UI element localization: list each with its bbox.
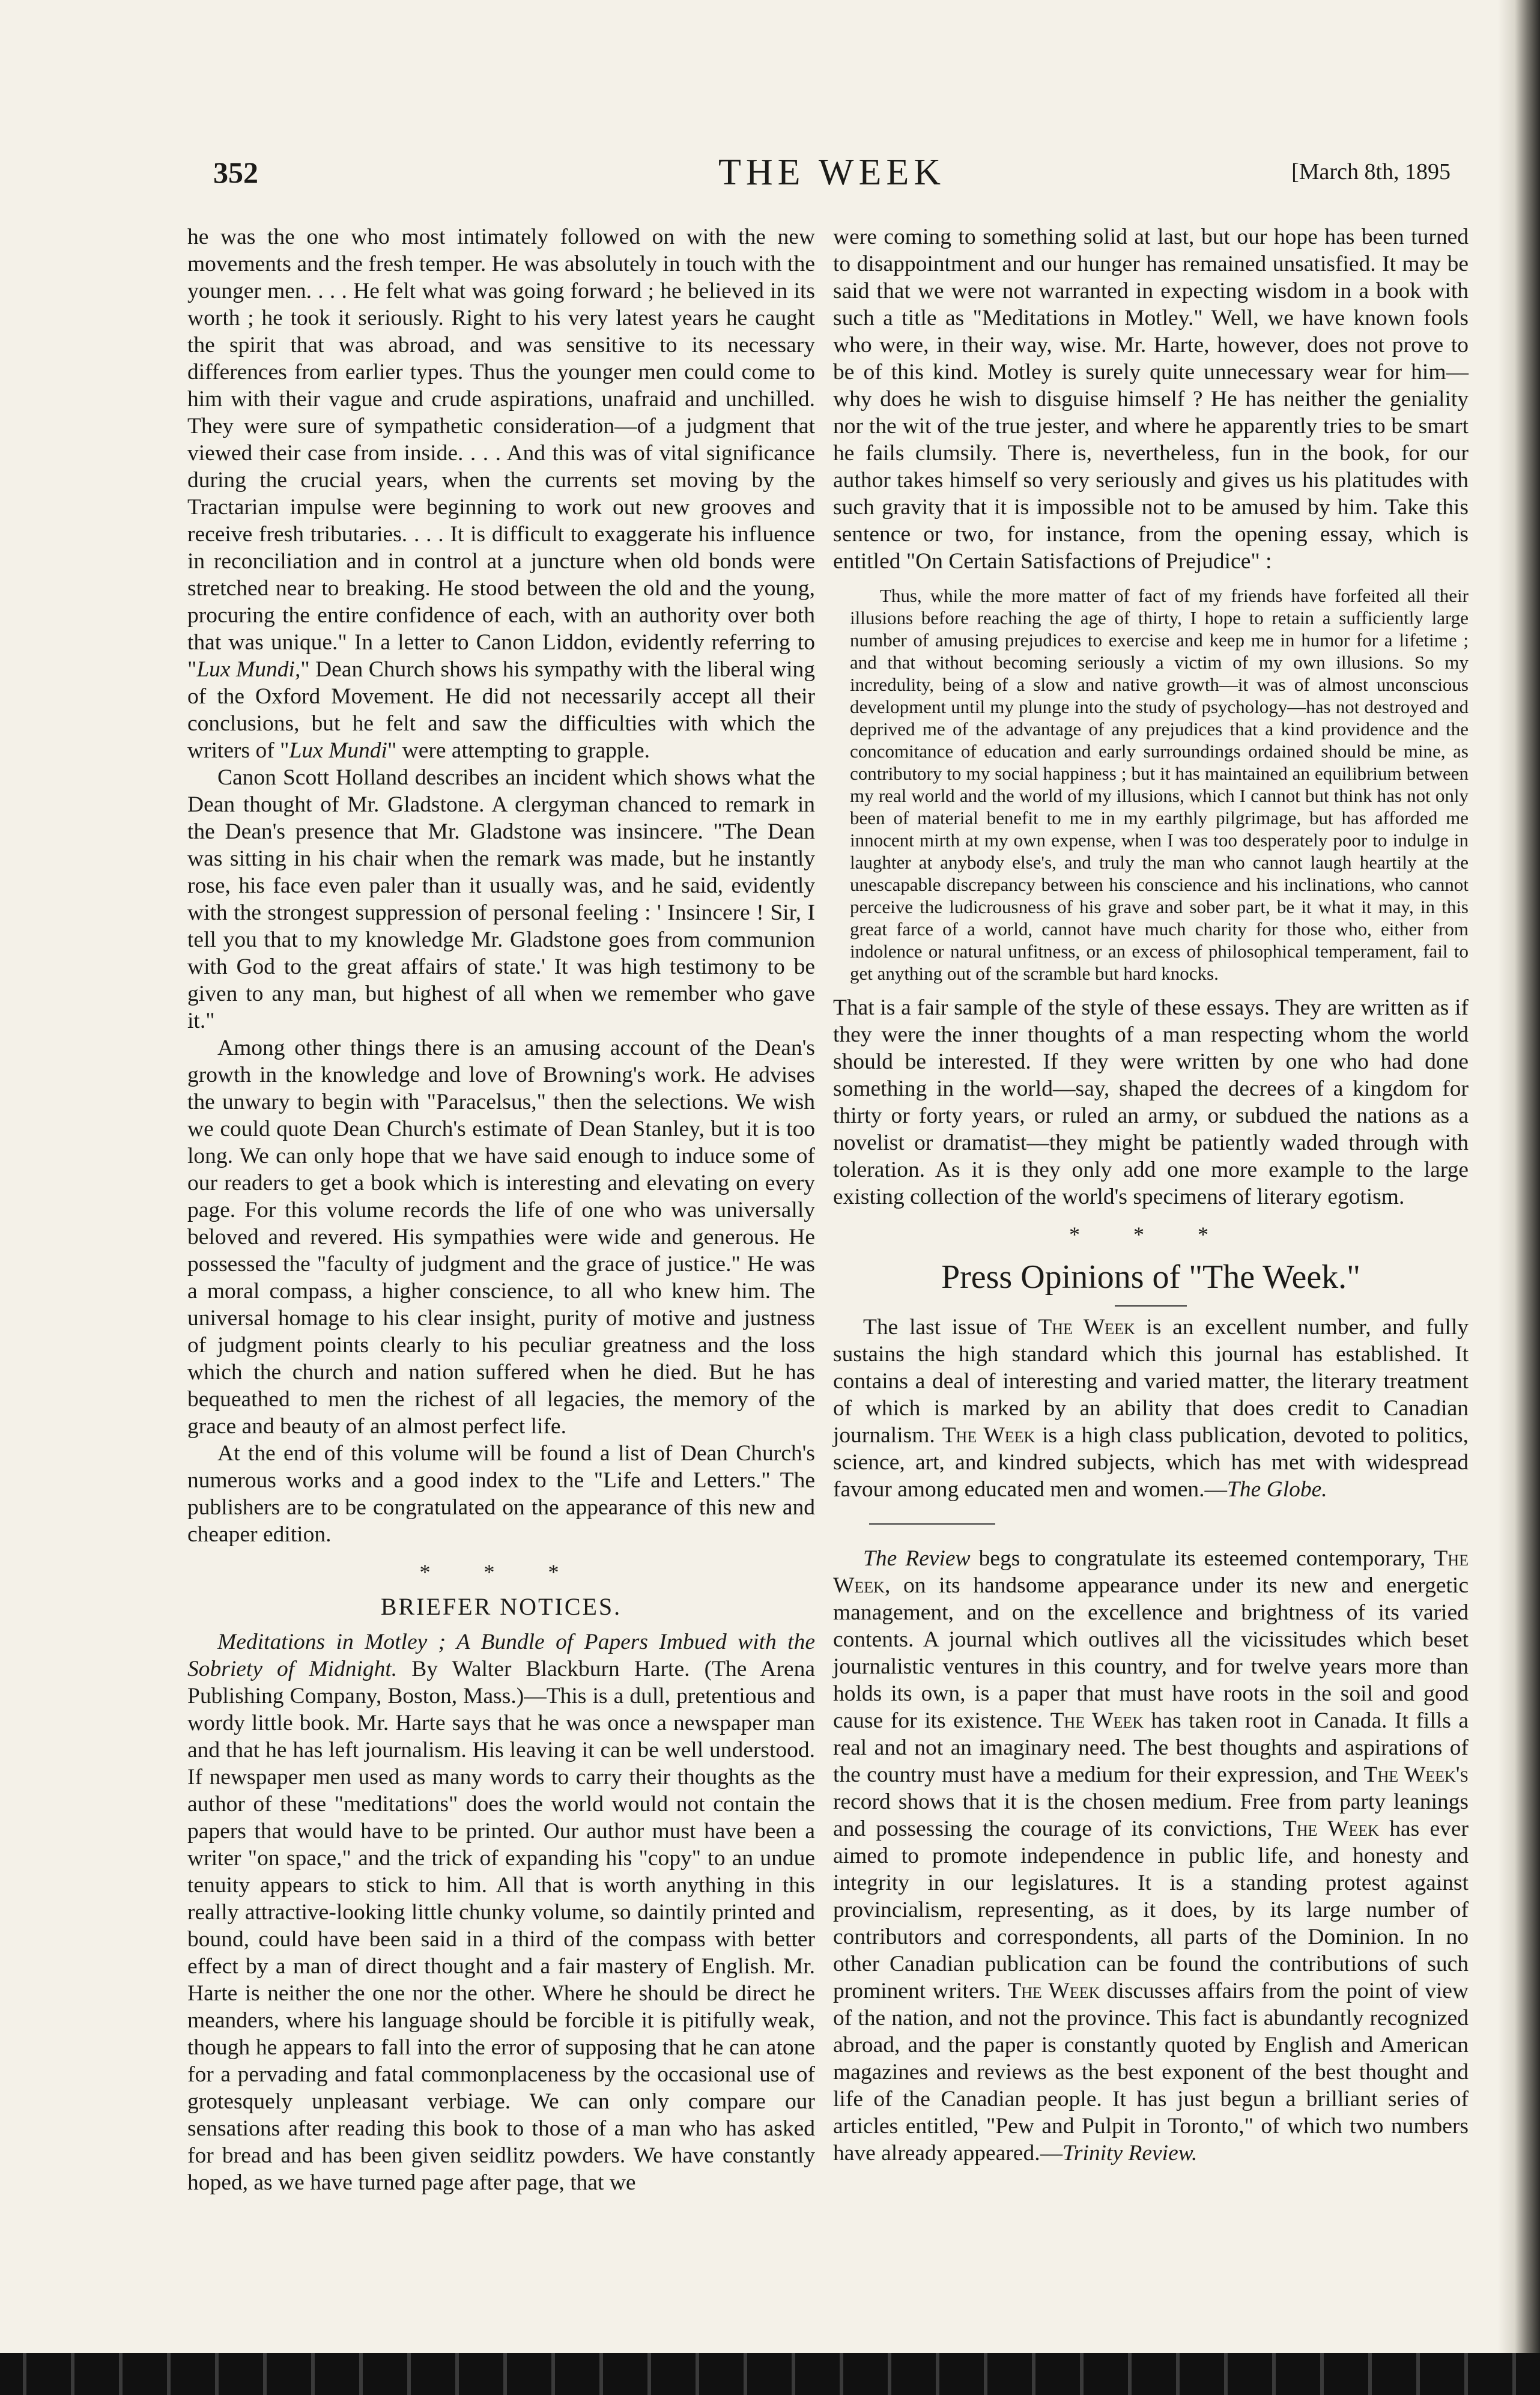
journal-title: THE WEEK — [718, 152, 945, 193]
paragraph: That is a fair sample of the style of these essays. They are written as if they were the inner thoughts of a man respecting whom the world should be interested. If they were written by one who had done something in the world—say, shaped the decrees of a kingdom for thirty or forty years, or ruled an army, or subdued the nations as a novelist or dramatist—they might be patiently waded through with toleration. As it is they only add one more example to the large existing collection of the world's specimens of literary egotism. — [833, 995, 1469, 1209]
paragraph: Canon Scott Holland describes an incident which shows what the Dean thought of Mr. Gladstone. A clergyman chanced to remark in the Dean's presence that Mr. Gladstone was insincere. "The Dean was sitting in his chair when the remark was made, but he instantly rose, his face even paler than it usually was, and he said, evidently with the strongest suppression of personal feeling : ' Insincere ! Sir, I tell you that to my knowledge Mr. Gladstone goes from communion with God to the great affairs of state.' It was high testimony to be given to any man, but highest of all when we remember who gave it." — [187, 765, 815, 1033]
section-heading: BRIEFER NOTICES. — [380, 1593, 622, 1620]
press-opinion-globe: The last issue of The Week is an excellent number, and fully sustains the high standard which this journal has established. It contains a deal of interesting and varied matter, the literary treatment of which is marked by an ability that does credit to Canadian journalism. The Week is a high class publication, devoted to politics, science, art, and kindred subjects, which has met with widespread favour among educated men and women.—The Globe. — [833, 1315, 1469, 1502]
press-opinion-review: The Review begs to congratulate its esteemed contemporary, The Week, on its handsome appearance under its new and energetic management, and on the excellence and brightness of its varied contents. A journal which outlives all the vicissitudes which beset journalistic ventures in this country, and for twelve years more than holds its own, is a paper that must have roots in the soil and good cause for its existence. The Week has taken root in Canada. It fills a real and not an imaginary need. The best thoughts and aspirations of the country must have a medium for their expression, and The Week's record shows that it is the chosen medium. Free from party leanings and possessing the courage of its convictions, The Week has ever aimed to promote independence in public life, and honesty and integrity in our legislatures. It is a standing protest against provincialism, representing, as it does, by its large number of contributors and correspondents, all parts of the Dominion. In no other Canadian publication can be found the contributions of such prominent writers. The Week discusses affairs from the point of view of the nation, and not the province. This fact is abundantly recognized abroad, and the paper is constantly quoted by English and American magazines and reviews as the best exponent of the best thought and life of the Canadian people. It has just begun a brilliant series of articles entitled, "Pew and Pulpit in Toronto," of which two numbers have already appeared.—Trinity Review. — [833, 1546, 1469, 2166]
page-number: 352 — [213, 156, 258, 189]
page-binding-edge — [1498, 0, 1540, 2395]
page-bottom-edge — [0, 2353, 1540, 2395]
section-heading: Press Opinions of "The Week." — [941, 1258, 1361, 1296]
section-divider-stars: * * * — [419, 1560, 583, 1584]
review-paragraph: Meditations in Motley ; A Bundle of Papers Imbued with the Sobriety of Midnight. By Walter Blackburn Harte. (The Arena Publishing Company, Boston, Mass.)—This is a dull, pretentious and wordy little book. Mr. Harte says that he was once a newspaper man and that he has left journalism. His leaving it can be well understood. If newspaper men used as many words to carry their thoughts as the author of these "meditations" does the world would not contain the papers that would have to be printed. Our author must have been a writer "on space," and the trick of expanding his "copy" to an undue tenuity appears to stick to him. All that is worth anything in this really attractive-looking little chunky volume, so daintily printed and bound, could have been said in a third of the compass with better effect by a man of direct thought and a fair mastery of English. Mr. Harte is neither the one nor the other. Where he should be direct he meanders, where his language should be forcible it is pitifully weak, though he appears to fall into the error of supposing that he can atone for a pervading and fatal commonplaceness by the occasional use of grotesquely unpleasant verbiage. We can only compare our sensations after reading this book to those of a man who has asked for bread and has been given seidlitz powders. We have constantly hoped, as we have turned page after page, that we — [187, 1630, 815, 2195]
divider-rule — [1115, 1305, 1187, 1307]
section-divider-stars: * * * — [1069, 1222, 1232, 1246]
left-column — [187, 223, 815, 2196]
issue-date: [March 8th, 1895 — [1291, 159, 1451, 184]
paragraph: At the end of this volume will be found a list of Dean Church's numerous works and a good index to the "Life and Letters." The publishers are to be congratulated on the appearance of this new and cheaper edition. — [187, 1441, 815, 1547]
page-header — [213, 152, 1451, 193]
right-column — [833, 223, 1469, 2167]
paragraph: he was the one who most intimately followed on with the new movements and the fresh temper. He was absolutely in touch with the younger men. . . . He felt what was going forward ; he believed in its worth ; he took it seriously. Right to his very latest years he caught the spirit that was abroad, and was sensitive to its necessary differences from earlier types. Thus the younger men could come to him with their vague and crude aspirations, unafraid and unchilled. They were sure of sympathetic consideration—of a judgment that viewed their case from inside. . . . And this was of vital significance during the crucial years, when the currents set moving by the Tractarian impulse were beginning to work out new grooves and receive fresh tributaries. . . . It is difficult to exaggerate his influence in reconciliation and in control at a juncture when old bonds were stretched near to breaking. He stood between the old and the young, procuring the entire confidence of each, with an authority over both that was unique." In a letter to Canon Liddon, evidently referring to "Lux Mundi," Dean Church shows his sympathy with the liberal wing of the Oxford Movement. He did not necessarily accept all their conclusions, but he felt and saw the difficulties with which the writers of "Lux Mundi" were attempting to grapple. — [187, 225, 815, 763]
block-quote: Thus, while the more matter of fact of my friends have forfeited all their illusions before reaching the age of thirty, I hope to retain a sufficiently large number of amusing prejudices to exercise and keep me in humor for a lifetime ; and that without becoming seriously a victim of my own illusions. So my incredulity, being of a slow and native growth—it was of almost unconscious development until my plunge into the study of psychology—has not destroyed and deprived me of the advantage of any prejudices that a kind providence and the concomitance of education and early surroundings ordained should be mine, as contributory to my social happiness ; but it has maintained an equilibrium between my real world and the world of my illusions, which I cannot but think has not only been of material benefit to me in my earthly pilgrimage, but has afforded me innocent mirth at my own expense, when I was too desperately poor to indulge in laughter at anybody else's, and truly the man who cannot laugh heartily at the unescapable discrepancy between his conscience and his inclinations, who cannot perceive the ludicrousness of his grave and sober part, be it what it may, in this great farce of a world, cannot have much charity for those who, either from indolence or natural unfitness, or an excess of philosophical temperament, fail to get anything out of the scramble but hard knocks. — [850, 585, 1469, 984]
divider-rule — [869, 1523, 995, 1525]
paragraph: Among other things there is an amusing account of the Dean's growth in the knowledge and love of Browning's work. He advises the unwary to begin with "Paracelsus," then the selections. We wish we could quote Dean Church's estimate of Dean Stanley, but it is too long. We can only hope that we have said enough to induce some of our readers to get a book which is interesting and elevating on every page. For this volume records the life of one who was universally beloved and revered. His sympathies were wide and generous. He possessed the "faculty of judgment and the grace of justice." He was a moral compass, a higher conscience, to all who knew him. The universal homage to his clear insight, purity of motive and justness of judgment points clearly to his peculiar greatness and the loss which the church and nation suffered when he died. But he has bequeathed to men the richest of all legacies, the memory of the grace and beauty of an almost perfect life. — [187, 1036, 815, 1439]
paragraph: were coming to something solid at last, but our hope has been turned to disappointment and our hunger has remained unsatisfied. It may be said that we were not warranted in expecting wisdom in a book with such a title as "Meditations in Motley." Well, we have known fools who were, in their way, wise. Mr. Harte, however, does not prove to be of this kind. Motley is surely quite unnecessary wear for him—why does he wish to disguise himself ? He has neither the geniality nor the wit of the true jester, and where he apparently tries to be smart he fails clumsily. There is, nevertheless, fun in the book, for our author takes himself so very seriously and gives us his platitudes with such gravity that it is impossible not to be amused by him. Take this sentence or two, for instance, from the opening essay, which is entitled "On Certain Satisfactions of Prejudice" : — [833, 225, 1469, 574]
